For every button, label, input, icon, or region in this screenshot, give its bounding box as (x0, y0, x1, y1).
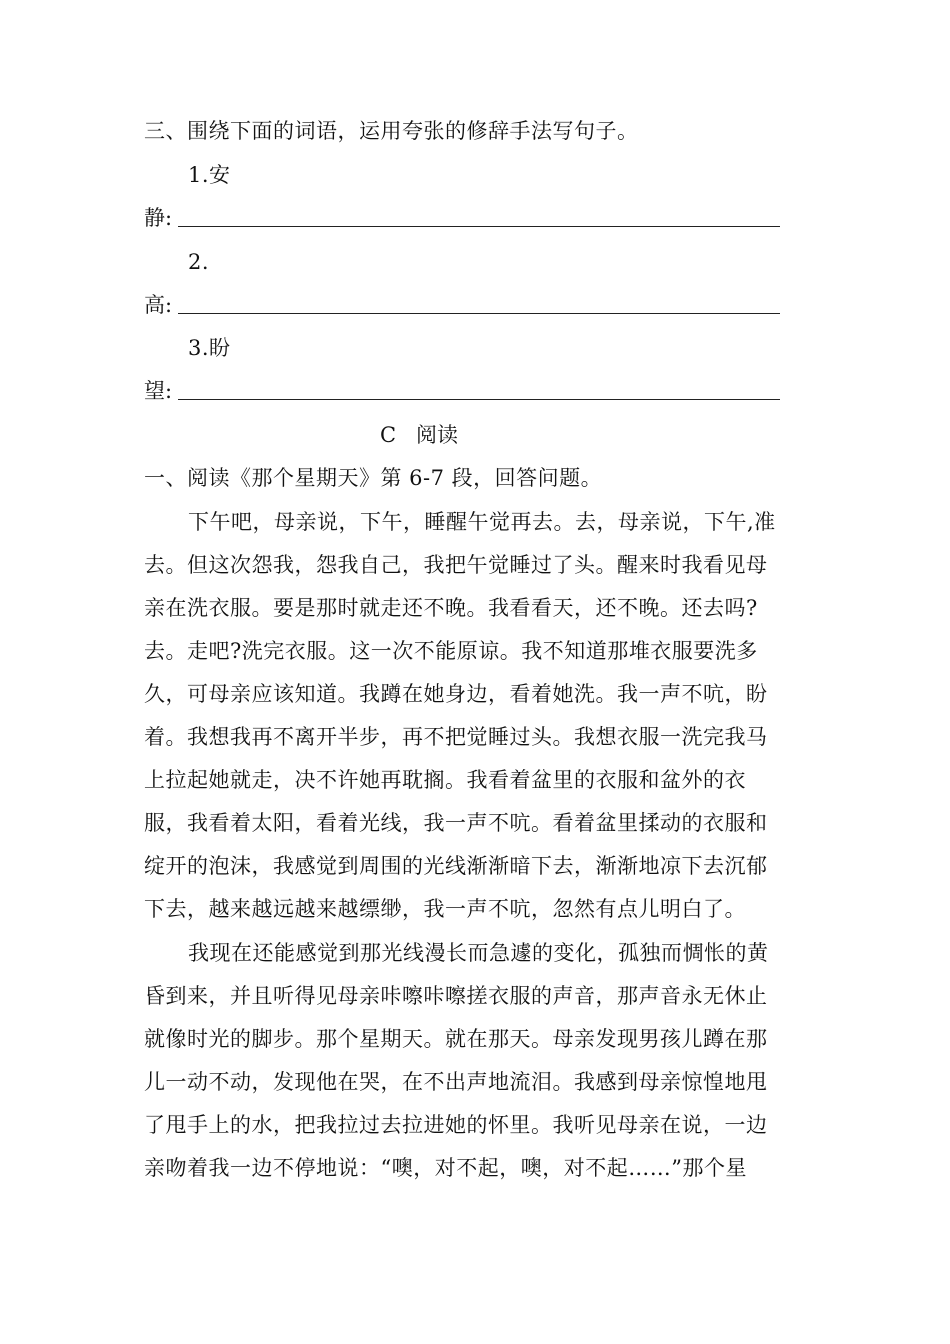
item-1-answer-blank[interactable] (178, 226, 780, 227)
item-3-continued: 望: (144, 379, 173, 403)
section-heading: 三、围绕下面的词语，运用夸张的修辞手法写句子。 (144, 119, 639, 143)
passage-line: 了甩手上的水，把我拉过去拉进她的怀里。我听见母亲在说，一边 (144, 1113, 768, 1137)
passage-line: 上拉起她就走，决不许她再耽搁。我看着盆里的衣服和盆外的衣 (144, 768, 746, 792)
passage-line: 就像时光的脚步。那个星期天。就在那天。母亲发现男孩儿蹲在那 (144, 1027, 768, 1051)
passage-line: 亲在洗衣服。要是那时就走还不晚。我看看天，还不晚。还去吗? (144, 596, 758, 620)
passage-line: 下去，越来越远越来越缥缈，我一声不吭，忽然有点儿明白了。 (144, 897, 746, 921)
passage-line: 亲吻着我一边不停地说：“噢，对不起，噢，对不起……”那个星 (144, 1156, 747, 1180)
item-2-answer-blank[interactable] (178, 313, 780, 314)
item-2-label: 2. (188, 250, 210, 274)
item-1-continued: 静: (144, 206, 173, 230)
passage-line: 着。我想我再不离开半步，再不把觉睡过头。我想衣服一洗完我马 (144, 725, 768, 749)
passage-line: 儿一动不动，发现他在哭，在不出声地流泪。我感到母亲惊惶地甩 (144, 1070, 768, 1094)
passage-line: 去。走吧?洗完衣服。这一次不能原谅。我不知道那堆衣服要洗多 (144, 639, 758, 663)
item-3-answer-blank[interactable] (178, 399, 780, 400)
item-2-continued: 高: (144, 293, 173, 317)
part-c-title (0, 420, 838, 450)
passage-line: 久，可母亲应该知道。我蹲在她身边，看着她洗。我一声不吭，盼 (144, 682, 768, 706)
passage-line: 绽开的泡沫，我感觉到周围的光线渐渐暗下去，渐渐地凉下去沉郁 (144, 854, 768, 878)
item-1-label: 1.安 (188, 163, 231, 187)
passage-line: 服，我看着太阳，看着光线，我一声不吭。看着盆里揉动的衣服和 (144, 811, 768, 835)
reading-question: 一、阅读《那个星期天》第 6-7 段，回答问题。 (144, 466, 603, 490)
part-letter: C (379, 423, 397, 447)
item-3-label: 3.盼 (188, 336, 231, 360)
passage-line: 下午吧，母亲说，下午，睡醒午觉再去。去，母亲说，下午,准 (188, 510, 776, 534)
passage-line: 我现在还能感觉到那光线漫长而急遽的变化，孤独而惆怅的黄 (188, 941, 769, 965)
passage-line: 昏到来，并且听得见母亲咔嚓咔嚓搓衣服的声音，那声音永无休止 (144, 984, 768, 1008)
part-title: 阅读 (416, 423, 459, 447)
passage-line: 去。但这次怨我，怨我自己，我把午觉睡过了头。醒来时我看见母 (144, 553, 768, 577)
